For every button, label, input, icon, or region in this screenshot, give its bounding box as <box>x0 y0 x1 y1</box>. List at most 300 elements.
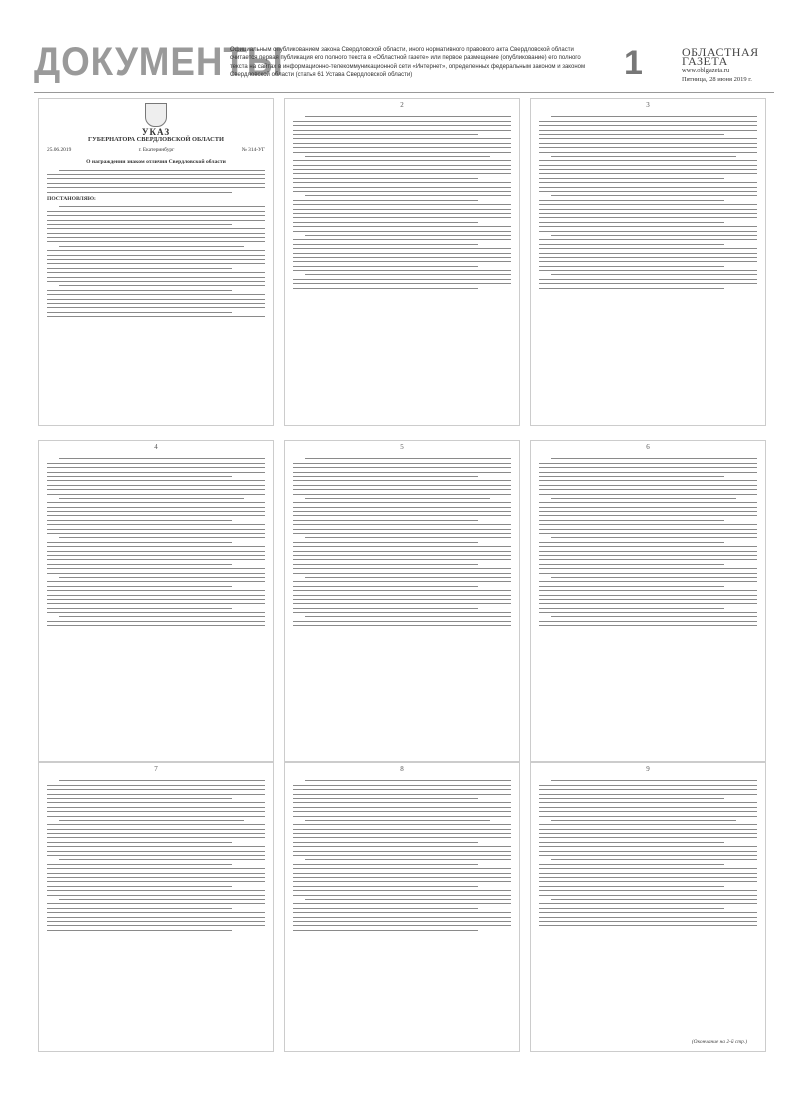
newspaper-website[interactable]: www.oblgazeta.ru <box>682 67 730 74</box>
text-line <box>293 802 511 803</box>
decree-meta <box>47 147 265 154</box>
text-line <box>293 921 511 922</box>
text-line <box>47 785 265 786</box>
text-line <box>47 241 265 242</box>
text-line <box>293 842 478 843</box>
text-line <box>47 794 265 795</box>
text-line <box>305 537 511 538</box>
text-line <box>47 912 265 913</box>
text-line <box>47 586 232 587</box>
text-line <box>47 581 265 582</box>
text-line <box>47 502 265 503</box>
text-line <box>539 515 757 516</box>
text-line <box>539 912 757 913</box>
text-line <box>539 789 757 790</box>
text-line <box>293 511 511 512</box>
text-line <box>293 603 511 604</box>
text-line <box>293 816 511 817</box>
text-line <box>47 612 265 613</box>
text-line <box>539 204 757 205</box>
text-line <box>293 785 511 786</box>
text-line <box>293 881 511 882</box>
text-line <box>47 908 232 909</box>
text-line <box>293 542 478 543</box>
text-line <box>293 178 478 179</box>
text-lines <box>539 458 757 626</box>
text-line <box>551 156 736 157</box>
text-line <box>293 608 478 609</box>
text-line <box>293 480 511 481</box>
page-num: 8 <box>400 765 404 773</box>
text-line <box>293 829 511 830</box>
text-line <box>539 463 757 464</box>
text-line <box>47 476 232 477</box>
text-line <box>59 498 244 499</box>
section-title: ДОКУМЕНТЫ <box>34 40 284 84</box>
text-line <box>47 842 232 843</box>
text-line <box>293 837 511 838</box>
text-line <box>47 228 265 229</box>
text-line <box>47 281 265 282</box>
text-line <box>293 586 478 587</box>
text-line <box>293 226 511 227</box>
text-line <box>293 165 511 166</box>
text-line <box>539 524 757 525</box>
text-line <box>293 925 511 926</box>
text-line <box>539 147 757 148</box>
continuation-note: (Окончание на 2-й стр.) <box>691 1039 747 1045</box>
text-line <box>293 903 511 904</box>
text-line <box>47 930 232 931</box>
text-line <box>551 820 736 821</box>
text-line <box>551 899 757 900</box>
decree-number: № 314-УГ <box>241 147 265 154</box>
document-page-6 <box>530 440 766 762</box>
newspaper-name: ОБЛАСТНАЯ ГАЗЕТА <box>682 45 759 68</box>
text-line <box>47 520 232 521</box>
text-line <box>293 494 511 495</box>
text-line <box>47 268 232 269</box>
text-line <box>47 467 265 468</box>
text-line <box>47 824 265 825</box>
text-line <box>539 816 757 817</box>
decree-preamble <box>47 170 265 193</box>
text-line <box>47 220 265 221</box>
text-line <box>293 529 511 530</box>
text-lines <box>293 458 511 626</box>
text-line <box>47 272 265 273</box>
text-lines <box>47 780 265 930</box>
document-page-9 <box>530 762 766 1052</box>
text-line <box>293 824 511 825</box>
decree-issuer: ГУБЕРНАТОРА СВЕРДЛОВСКОЙ ОБЛАСТИ <box>88 136 224 144</box>
text-line <box>47 559 265 560</box>
text-line <box>551 780 757 781</box>
text-line <box>539 807 757 808</box>
decree-resolve: ПОСТАНОВЛЯЮ: <box>47 195 96 202</box>
text-line <box>293 811 511 812</box>
document-page-7 <box>38 762 274 1052</box>
document-page-5 <box>284 440 520 762</box>
text-line <box>539 152 757 153</box>
text-line <box>47 868 265 869</box>
text-line <box>47 599 265 600</box>
text-line <box>539 480 757 481</box>
text-line <box>293 213 511 214</box>
text-line <box>305 116 511 117</box>
text-line <box>539 143 757 144</box>
text-line <box>539 895 757 896</box>
text-line <box>539 551 757 552</box>
text-line <box>551 195 757 196</box>
text-line <box>293 222 478 223</box>
text-line <box>47 233 265 234</box>
text-line <box>293 173 511 174</box>
text-line <box>539 520 724 521</box>
text-line <box>47 890 265 891</box>
text-line <box>47 533 265 534</box>
text-line <box>539 244 724 245</box>
text-line <box>551 616 757 617</box>
text-line <box>539 494 757 495</box>
document-page-3 <box>530 98 766 426</box>
text-line <box>293 160 511 161</box>
text-line <box>305 498 490 499</box>
text-line <box>539 625 757 626</box>
text-line <box>539 507 757 508</box>
text-line <box>539 165 757 166</box>
text-line <box>539 886 724 887</box>
text-line <box>293 846 511 847</box>
text-line <box>539 248 757 249</box>
text-line <box>293 533 511 534</box>
text-line <box>539 829 757 830</box>
text-line <box>539 231 757 232</box>
text-line <box>47 816 265 817</box>
text-line <box>305 274 511 275</box>
text-line <box>293 138 511 139</box>
text-line <box>293 147 511 148</box>
text-line <box>551 859 757 860</box>
text-line <box>539 873 757 874</box>
text-line <box>539 187 757 188</box>
text-line <box>539 590 757 591</box>
text-line <box>539 472 757 473</box>
text-line <box>293 908 478 909</box>
text-line <box>293 851 511 852</box>
page-num: 7 <box>154 765 158 773</box>
text-line <box>293 200 478 201</box>
text-line <box>59 820 244 821</box>
text-line <box>539 586 724 587</box>
text-line <box>47 895 265 896</box>
page-num: 4 <box>154 443 158 451</box>
text-line <box>539 564 724 565</box>
text-line <box>47 259 265 260</box>
text-line <box>539 612 757 613</box>
text-line <box>539 890 757 891</box>
text-line <box>293 261 511 262</box>
text-line <box>539 213 757 214</box>
page-num: 9 <box>646 765 650 773</box>
text-line <box>293 917 511 918</box>
text-line <box>293 559 511 560</box>
issue-date: Пятница, 28 июня 2019 г. <box>682 76 752 83</box>
text-line <box>539 173 757 174</box>
text-line <box>293 253 511 254</box>
text-line <box>539 191 757 192</box>
text-line <box>293 515 511 516</box>
text-line <box>539 121 757 122</box>
text-line <box>539 125 757 126</box>
text-line <box>539 877 757 878</box>
text-line <box>539 824 757 825</box>
text-line <box>539 811 757 812</box>
text-line <box>59 206 265 207</box>
text-line <box>539 226 757 227</box>
text-line <box>47 855 265 856</box>
text-line <box>539 917 757 918</box>
text-line <box>539 908 724 909</box>
text-lines <box>293 780 511 930</box>
text-line <box>293 794 511 795</box>
text-line <box>293 524 511 525</box>
text-line <box>293 125 511 126</box>
text-line <box>539 855 757 856</box>
text-line <box>293 551 511 552</box>
text-line <box>293 266 478 267</box>
text-line <box>293 152 511 153</box>
text-line <box>59 780 265 781</box>
text-line <box>293 568 511 569</box>
text-line <box>539 603 757 604</box>
text-line <box>47 542 232 543</box>
text-line <box>47 595 265 596</box>
text-line <box>47 237 265 238</box>
text-line <box>47 921 265 922</box>
text-line <box>293 463 511 464</box>
text-line <box>293 573 511 574</box>
text-line <box>47 903 265 904</box>
text-line <box>539 851 757 852</box>
text-line <box>293 209 511 210</box>
text-line <box>293 877 511 878</box>
text-line <box>59 537 265 538</box>
text-line <box>539 270 757 271</box>
text-line <box>47 621 265 622</box>
text-line <box>539 266 724 267</box>
text-line <box>539 599 757 600</box>
text-line <box>539 257 757 258</box>
text-line <box>293 279 511 280</box>
text-line <box>539 794 757 795</box>
text-line <box>47 846 265 847</box>
document-page-1 <box>38 98 274 426</box>
text-line <box>293 590 511 591</box>
text-line <box>293 855 511 856</box>
text-line <box>539 833 757 834</box>
text-line <box>47 881 265 882</box>
text-line <box>551 498 736 499</box>
text-line <box>305 859 511 860</box>
text-line <box>539 846 757 847</box>
text-line <box>539 200 724 201</box>
text-line <box>47 211 265 212</box>
page-number: 1 <box>624 44 643 82</box>
text-line <box>47 529 265 530</box>
text-line <box>47 851 265 852</box>
decree-title: УКАЗ <box>141 127 171 137</box>
text-line <box>305 820 490 821</box>
text-line <box>293 476 478 477</box>
page-num: 5 <box>400 443 404 451</box>
text-line <box>539 169 757 170</box>
text-line <box>539 279 757 280</box>
text-line <box>293 467 511 468</box>
text-line <box>293 489 511 490</box>
text-line <box>293 890 511 891</box>
text-line <box>551 116 757 117</box>
coat-of-arms-icon <box>145 103 167 127</box>
page-num: 6 <box>646 443 650 451</box>
document-page-4 <box>38 440 274 762</box>
page-num: 3 <box>646 101 650 109</box>
text-lines <box>539 780 757 926</box>
text-line <box>47 555 265 556</box>
text-line <box>293 873 511 874</box>
text-line <box>539 837 757 838</box>
text-line <box>539 573 757 574</box>
text-line <box>293 485 511 486</box>
text-line <box>47 316 265 317</box>
text-line <box>47 515 265 516</box>
text-line <box>293 520 478 521</box>
text-line <box>305 616 511 617</box>
text-line <box>47 886 232 887</box>
text-line <box>47 603 265 604</box>
text-line <box>539 621 757 622</box>
text-lines <box>293 116 511 288</box>
text-line <box>47 303 265 304</box>
text-line <box>539 288 724 289</box>
text-line <box>539 903 757 904</box>
text-line <box>293 555 511 556</box>
text-line <box>293 886 478 887</box>
text-line <box>47 307 265 308</box>
text-line <box>47 255 265 256</box>
text-line <box>293 121 511 122</box>
text-line <box>539 785 757 786</box>
text-line <box>293 581 511 582</box>
text-line <box>539 160 757 161</box>
text-line <box>293 169 511 170</box>
text-line <box>539 542 724 543</box>
text-line <box>539 608 724 609</box>
text-line <box>293 257 511 258</box>
text-line <box>539 529 757 530</box>
text-line <box>47 215 265 216</box>
text-line <box>47 568 265 569</box>
text-line <box>47 511 265 512</box>
text-line <box>47 811 265 812</box>
text-line <box>47 925 265 926</box>
text-line <box>293 833 511 834</box>
text-line <box>47 463 265 464</box>
text-line <box>539 881 757 882</box>
text-line <box>47 789 265 790</box>
document-page-2 <box>284 98 520 426</box>
text-line <box>539 842 724 843</box>
text-line <box>551 235 757 236</box>
text-line <box>305 577 511 578</box>
text-line <box>539 138 757 139</box>
text-line <box>539 568 757 569</box>
decree-date: 25.06.2019 <box>47 147 72 154</box>
text-line <box>539 533 757 534</box>
text-line <box>539 864 724 865</box>
text-line <box>47 625 265 626</box>
text-line <box>539 178 724 179</box>
text-line <box>293 868 511 869</box>
text-line <box>47 263 265 264</box>
text-line <box>293 625 511 626</box>
text-line <box>47 564 232 565</box>
text-line <box>293 187 511 188</box>
text-line <box>539 476 724 477</box>
text-line <box>539 182 757 183</box>
text-line <box>59 616 265 617</box>
text-line <box>47 807 265 808</box>
text-line <box>551 274 757 275</box>
header-divider <box>34 92 774 93</box>
text-line <box>47 873 265 874</box>
text-line <box>47 802 265 803</box>
text-line <box>293 288 478 289</box>
text-line <box>293 239 511 240</box>
text-line <box>305 156 490 157</box>
text-line <box>293 895 511 896</box>
text-line <box>47 608 232 609</box>
text-line <box>305 235 511 236</box>
text-line <box>293 789 511 790</box>
text-line <box>539 209 757 210</box>
text-line <box>47 290 232 291</box>
page-header <box>34 36 774 94</box>
text-line <box>47 507 265 508</box>
text-line <box>47 277 265 278</box>
text-line <box>293 807 511 808</box>
text-line <box>293 502 511 503</box>
newspaper-masthead <box>682 45 792 84</box>
text-line <box>293 546 511 547</box>
text-line <box>539 222 724 223</box>
text-line <box>293 191 511 192</box>
text-line <box>551 458 757 459</box>
text-line <box>539 802 757 803</box>
text-line <box>293 270 511 271</box>
text-line <box>539 485 757 486</box>
text-line <box>539 489 757 490</box>
text-line <box>293 231 511 232</box>
text-line <box>539 239 757 240</box>
text-line <box>293 143 511 144</box>
decree-heading: О награждении знаком отличия Свердловской области <box>86 158 226 165</box>
text-line <box>59 899 265 900</box>
text-line <box>47 798 232 799</box>
text-line <box>47 877 265 878</box>
text-line <box>47 224 232 225</box>
text-line <box>539 581 757 582</box>
